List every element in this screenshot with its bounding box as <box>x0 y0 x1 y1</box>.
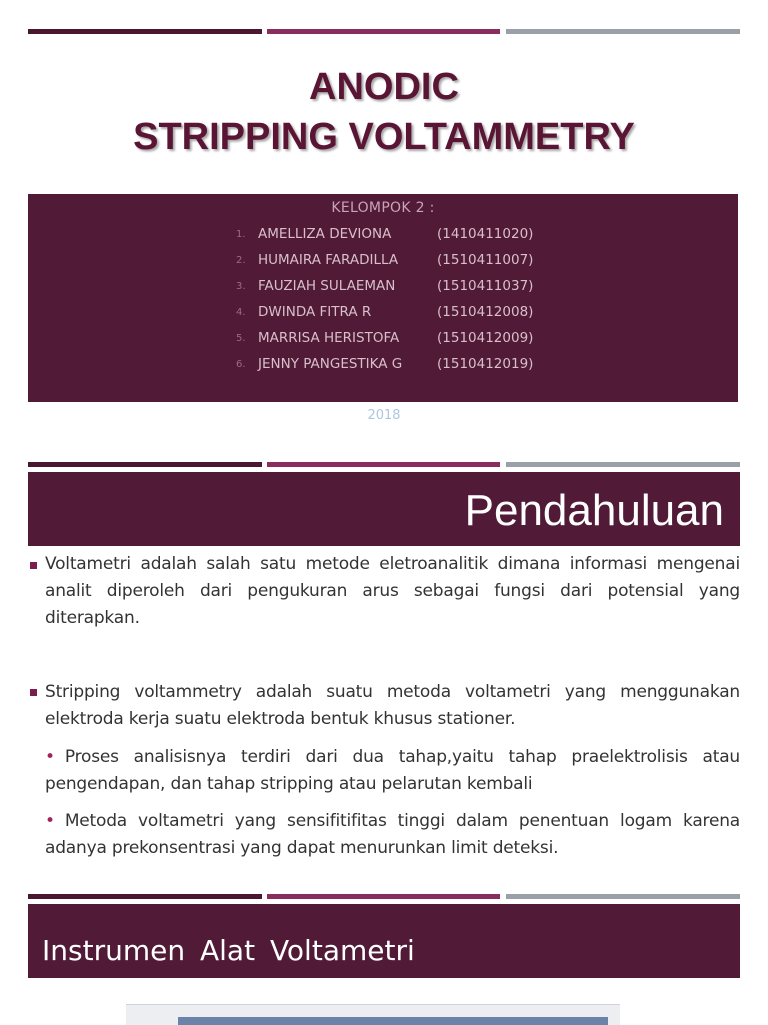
member-name: DWINDA FITRA R <box>258 304 372 320</box>
member-number: 3. <box>236 281 246 292</box>
top-divider-slide3 <box>28 894 740 899</box>
member-number: 6. <box>236 359 246 370</box>
member-row <box>28 304 738 324</box>
member-name: MARRISA HERISTOFA <box>258 330 400 346</box>
section-title: Instrumen Alat Voltametri <box>42 934 415 967</box>
title-line-1: ANODIC <box>309 66 459 108</box>
member-row <box>28 226 738 246</box>
group-label: KELOMPOK 2 : <box>331 200 435 216</box>
dot-bullet-icon: • <box>45 811 55 831</box>
instrument-image <box>126 1004 620 1025</box>
member-number: 1. <box>236 229 246 240</box>
member-name: AMELLIZA DEVIONA <box>258 226 392 242</box>
member-nim: (1510412008) <box>437 304 534 320</box>
dot-bullet-icon: • <box>45 747 55 767</box>
member-number: 5. <box>236 333 246 344</box>
top-divider-slide1 <box>28 29 740 34</box>
member-nim: (1410411020) <box>437 226 534 242</box>
square-bullet-icon <box>30 689 37 696</box>
year-label: 2018 <box>367 408 401 423</box>
member-row <box>28 330 738 350</box>
member-nim: (1510412019) <box>437 356 534 372</box>
instrumen-banner <box>28 904 740 978</box>
sub-bullet-metoda <box>45 808 740 862</box>
paragraph-stripping: Stripping voltammetry adalah suatu metoda voltametri yang menggunakan elektroda kerja suatu elektroda bentuk khusus stationer. <box>45 682 740 729</box>
sub-bullet-text: Proses analisisnya terdiri dari dua tahap,yaitu tahap praelektrolisis atau pengendapan, dan tahap stripping atau pelarutan kembali <box>45 747 740 794</box>
member-nim: (1510411037) <box>437 278 534 294</box>
pendahuluan-banner <box>28 472 740 546</box>
member-number: 2. <box>236 255 246 266</box>
member-row <box>28 278 738 298</box>
paragraph-voltametri: Voltametri adalah salah satu metode eletroanalitik dimana informasi mengenai analit diperoleh dari pengukuran arus sebagai fungsi dari potensial yang diterapkan. <box>45 554 740 628</box>
member-row <box>28 252 738 272</box>
section-title: Pendahuluan <box>464 486 724 535</box>
member-row <box>28 356 738 376</box>
member-name: FAUZIAH SULAEMAN <box>258 278 396 294</box>
top-divider-slide2 <box>28 462 740 467</box>
member-number: 4. <box>236 307 246 318</box>
sub-bullet-text: Metoda voltametri yang sensifitifitas tinggi dalam penentuan logam karena adanya prekonsentrasi yang dapat menurunkan limit deteksi. <box>45 811 740 858</box>
member-nim: (1510411007) <box>437 252 534 268</box>
title-line-2: STRIPPING VOLTAMMETRY <box>133 116 635 158</box>
sub-bullet-proses <box>45 744 740 798</box>
member-nim: (1510412009) <box>437 330 534 346</box>
square-bullet-icon <box>30 562 37 569</box>
member-panel <box>28 194 738 402</box>
slide1-title <box>0 62 768 162</box>
member-name: JENNY PANGESTIKA G <box>258 356 403 372</box>
member-name: HUMAIRA FARADILLA <box>258 252 399 268</box>
